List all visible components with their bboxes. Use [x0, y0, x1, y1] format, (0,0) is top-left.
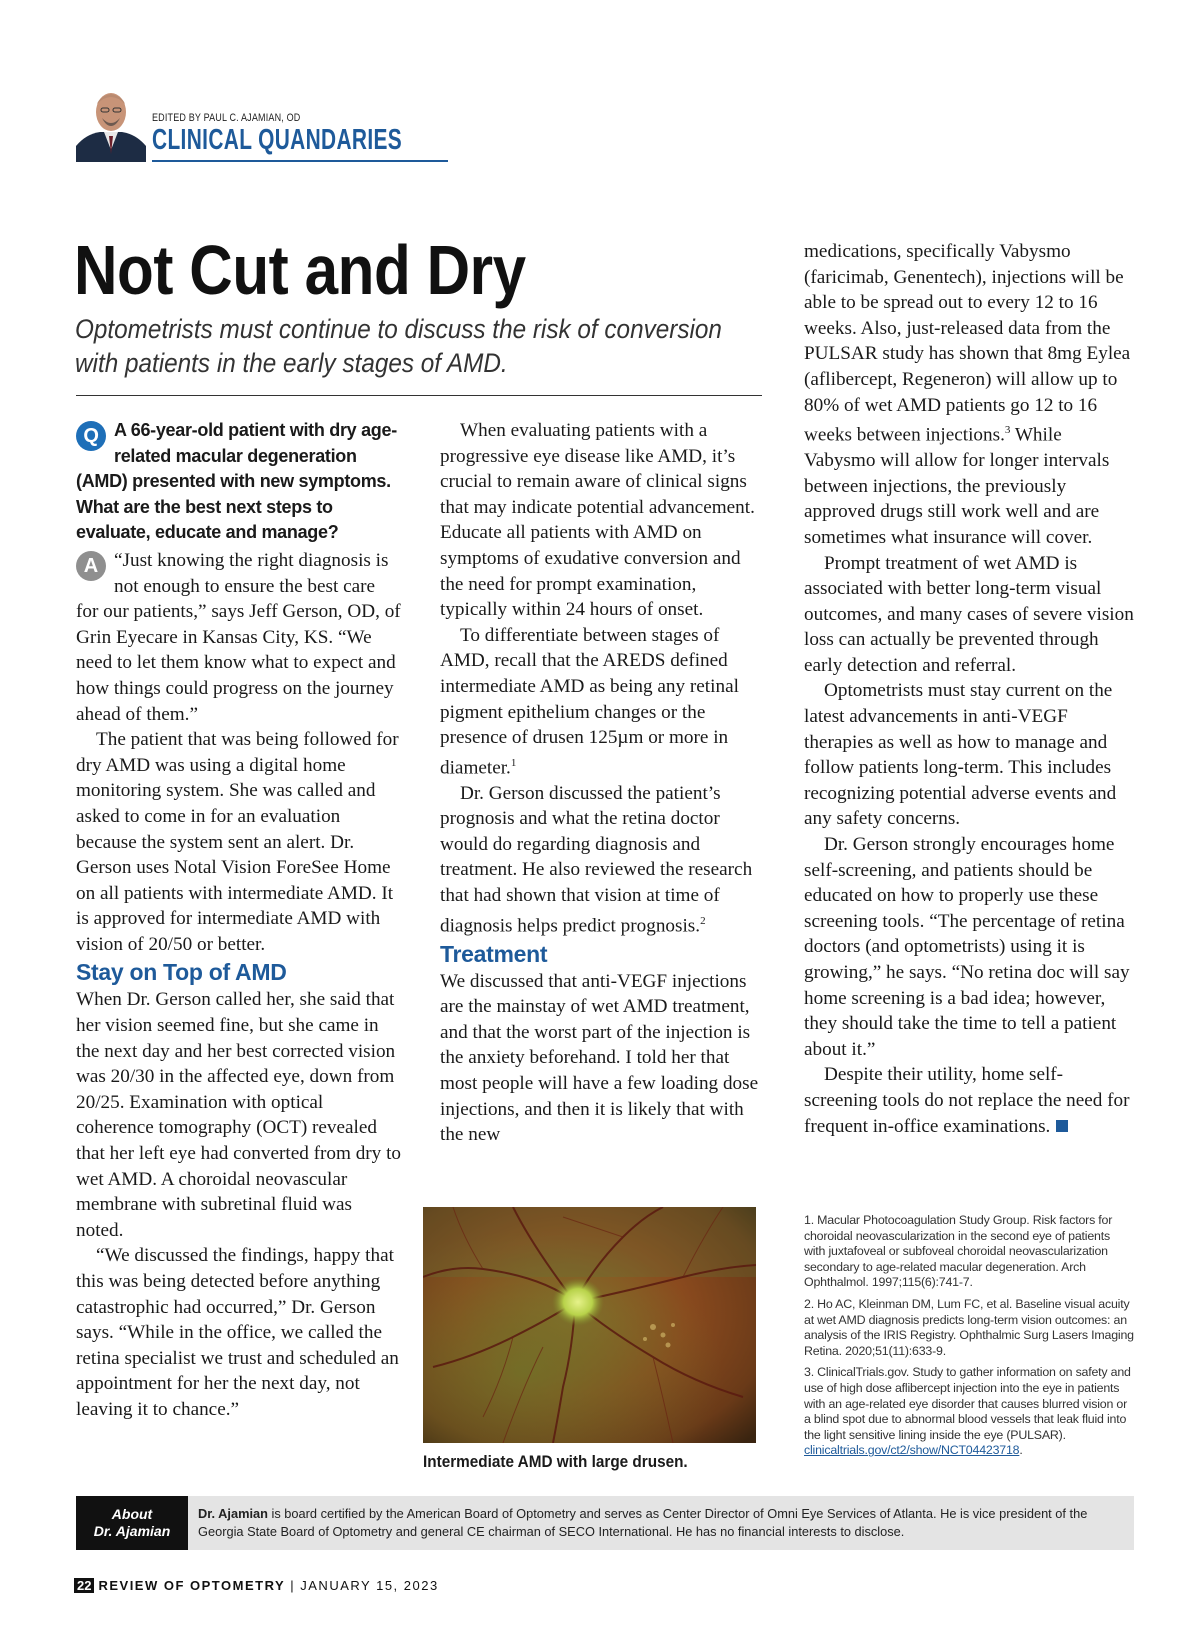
footer-separator: |	[285, 1578, 301, 1593]
publication-name: REVIEW OF OPTOMETRY	[98, 1578, 286, 1593]
q-badge: Q	[76, 421, 106, 451]
figure-caption: Intermediate AMD with large drusen.	[423, 1452, 688, 1471]
footnote-ref: 1	[510, 756, 517, 769]
paragraph: “We discussed the findings, happy that this was being detected before anything catastrophic had occurred,” Dr. Gerson says. “While in the office, we called the retina specialist we trust and scheduled an appointment for her the next day, not leaving it to chance.”	[76, 1245, 399, 1420]
paragraph: Dr. Gerson strongly encourages home self-screening, and patients should be educated on how to properly use these screening tools. “The percentage of retina doctors (and optometrists) using it is growing,” he says. “No retina doc will say home screening is a bad idea; however, they should take the time to tell a patient about it.”	[804, 834, 1130, 1060]
about-label-line-2: Dr. Ajamian	[93, 1523, 171, 1539]
paragraph-text: Dr. Gerson discussed the patient’s prognosis and what the retina doctor would do regarding diagnosis and treatment. He also reviewed the research that had shown that vision at time of diagnosis helps predict prognosis.	[440, 782, 753, 937]
footnote-ref: 2	[700, 914, 706, 927]
reference-3-text: 3. ClinicalTrials.gov. Study to gather information on safety and use of high dose aflibercept injection into the eye in patients with an age-related eye disorder that causes blurred vision or a blind spot due to abnormal blood vessels that leak fluid into the light sensitive lining inside the eye (PULSAR).	[804, 1365, 1131, 1442]
editor-portrait	[76, 84, 146, 162]
subheading-stay-on-top: Stay on Top of AMD	[76, 959, 287, 986]
about-text	[198, 1505, 1128, 1541]
subheading-treatment: Treatment	[440, 940, 548, 967]
column-3	[804, 239, 1134, 1139]
reference-3-end: .	[1019, 1443, 1023, 1458]
paragraph-text: While Vabysmo will allow for longer intervals between injections, the previously approved drugs still work well and are sometimes what insurance will cover.	[804, 424, 1110, 548]
question-block	[76, 418, 402, 546]
title-rule	[76, 395, 762, 396]
reference-2: 2. Ho AC, Kleinman DM, Lum FC, et al. Baseline visual acuity at wet AMD diagnosis predicts long-term vision outcomes: an analysis of the IRIS Registry. Ophthalmic Surg Lasers Imaging Retina. 2020;51(11):633-9.	[804, 1296, 1134, 1358]
issue-date: JANUARY 15, 2023	[300, 1578, 439, 1593]
paragraph: Optometrists must stay current on the latest advancements in anti-VEGF therapies as well as how to manage and follow patients long-term. This includes recognizing potential adverse events and any safety concerns.	[804, 680, 1117, 830]
paragraph: We discussed that anti-VEGF injections are the mainstay of wet AMD treatment, and that the worst part of the injection is the anxiety beforehand. I told her that most people will have a few loading dose injections, and then it is likely that with the new	[440, 970, 759, 1146]
paragraph-text: To differentiate between stages of AMD, recall that the AREDS defined intermediate AMD as being any retinal pigment epithelium changes or the presence of drusen 125µm or more in diameter.	[440, 624, 739, 779]
section-title: CLINICAL QUANDARIES	[152, 124, 403, 156]
paragraph	[804, 239, 1134, 551]
about-bio: is board certified by the American Board of Optometry and serves as Center Director of Omni Eye Services of Atlanta. He is vice president of the Georgia State Board of Optometry and general CE chairman of SECO International. He has no financial interests to disclose.	[198, 1506, 1088, 1539]
column-2	[440, 418, 766, 1148]
paragraph: When evaluating patients with a progressive eye disease like AMD, it’s crucial to remain aware of clinical signs that may indicate potential advancement. Educate all patients with AMD on symptoms of exudative conversion and the need for prompt examination, typically within 24 hours of onset.	[440, 420, 755, 621]
answer-block	[76, 548, 402, 727]
paragraph-text: Despite their utility, home self-screening tools do not replace the need for frequent in-office examinations.	[804, 1064, 1130, 1137]
reference-3-link[interactable]: clinicaltrials.gov/ct2/show/NCT04423718	[804, 1443, 1020, 1458]
paragraph	[440, 781, 766, 939]
column-header	[76, 84, 403, 162]
edited-by: EDITED BY PAUL C. AJAMIAN, OD	[152, 112, 301, 124]
paragraph-text: medications, specifically Vabysmo (faricimab, Genentech), injections will be able to be spread out to every 12 to 16 weeks. Also, just-released data from the PULSAR study has shown that 8mg Eylea (aflibercept, Regeneron) will allow up to 80% of wet AMD patients go 12 to 16 weeks between injections.	[804, 241, 1131, 446]
paragraph: The patient that was being followed for dry AMD was using a digital home monitoring system. She was called and asked to come in for an evaluation because the system sent an alert. Dr. Gerson uses Notal Vision ForeSee Home on all patients with intermediate AMD. It is approved for intermediate AMD with vision of 20/50 or better.	[76, 729, 399, 955]
header-rule	[152, 160, 448, 162]
footnote-ref: 3	[1004, 424, 1011, 437]
about-label-line-1: About	[111, 1506, 153, 1522]
about-box	[76, 1496, 1134, 1550]
fundus-image	[423, 1207, 756, 1443]
article-title: Not Cut and Dry	[74, 231, 526, 309]
references	[804, 1213, 1134, 1465]
fundus-photo	[423, 1207, 756, 1443]
a-badge: A	[76, 551, 106, 581]
end-mark-icon	[1056, 1120, 1068, 1132]
answer-paragraph: “Just knowing the right diagnosis is not enough to ensure the best care for our patients,” says Jeff Gerson, OD, of Grin Eyecare in Kansas City, KS. “We need to let them know what to expect and how things could progress on the journey ahead of them.”	[76, 549, 401, 725]
column-1	[76, 418, 402, 1423]
paragraph: Prompt treatment of wet AMD is associated with better long-term visual outcomes, and many cases of severe vision loss can actually be prevented through early detection and referral.	[804, 552, 1134, 676]
article-subtitle: Optometrists must continue to discuss the risk of conversion with patients in the early stages of AMD.	[75, 314, 722, 378]
question-text: A 66-year-old patient with dry age-related macular degeneration (AMD) presented with new symptoms. What are the best next steps to evaluate, educate and manage?	[76, 420, 397, 543]
paragraph: When Dr. Gerson called her, she said that her vision seemed fine, but she came in the next day and her best corrected vision was 20/30 in the affected eye, down from 20/25. Examination with optical coherence tomography (OCT) revealed that her left eye had converted from dry to wet AMD. A choroidal neovascular membrane with subretinal fluid was noted.	[76, 989, 401, 1241]
reference-3	[804, 1365, 1134, 1459]
reference-1: 1. Macular Photocoagulation Study Group. Risk factors for choroidal neovascularization in the second eye of patients with juxtafoveal or subfoveal choroidal neovascularization secondary to age-related macular degeneration. Arch Ophthalmol. 1997;115(6):741-7.	[804, 1213, 1113, 1290]
page-footer	[74, 1578, 439, 1593]
page-number: 22	[74, 1578, 94, 1593]
paragraph	[440, 623, 766, 781]
paragraph	[804, 1062, 1134, 1139]
about-name: Dr. Ajamian	[198, 1506, 268, 1521]
about-label	[76, 1496, 188, 1550]
